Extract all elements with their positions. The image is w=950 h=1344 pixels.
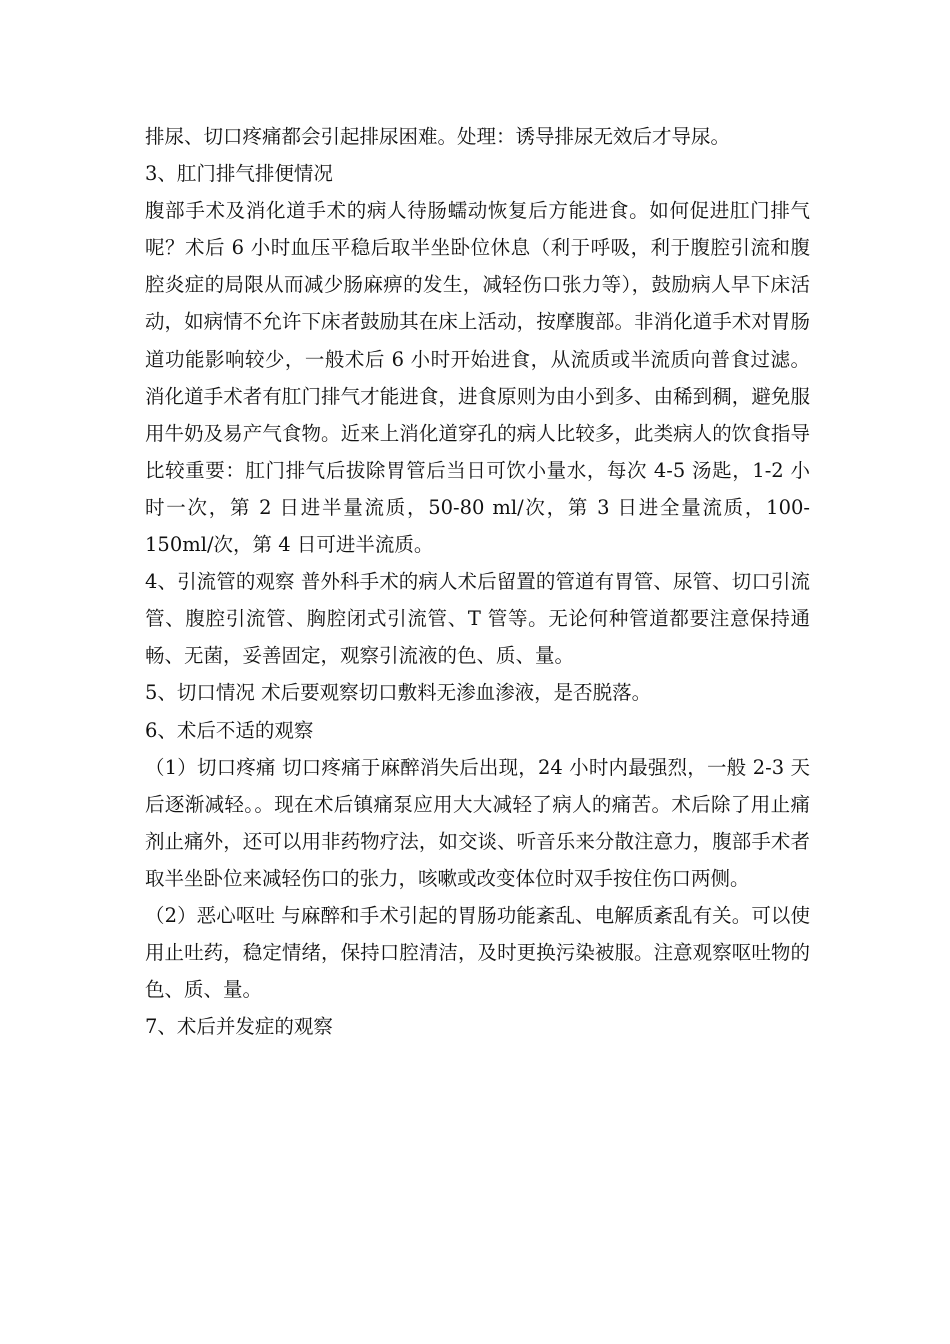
paragraph-incision: 5、切口情况 术后要观察切口敷料无渗血渗液，是否脱落。 [145, 681, 652, 705]
heading-anal-exhaust: 3、肛门排气排便情况 [145, 162, 333, 186]
heading-postop-discomfort: 6、术后不适的观察 [145, 718, 314, 742]
paragraph-urination-difficulty: 排尿、切口疼痛都会引起排尿困难。处理：诱导排尿无效后才导尿。 [145, 125, 731, 148]
paragraph-nausea-vomiting: （2）恶心呕吐 与麻醉和手术引起的胃肠功能紊乱、电解质紊乱有关。可以使用止吐药，稳定情绪，保持口腔清洁，及时更换污染被服。注意观察呕吐物的色、质、量。 [145, 903, 810, 1002]
paragraph-incision-pain: （1）切口疼痛 切口疼痛于麻醉消失后出现，24 小时内最强烈，一般 2-3 天后逐渐减轻。。现在术后镇痛泵应用大大减轻了病人的痛苦。术后除了用止痛剂止痛外，还可以用非药物疗法，如交谈、听音乐来分散注意力，腹部手术者取半坐卧位来减轻伤口的张力，咳嗽或改变体位时双手按住伤口两侧。 [145, 755, 810, 890]
paragraph-diet-guidance: 腹部手术及消化道手术的病人待肠蠕动恢复后方能进食。如何促进肛门排气呢？术后 6 小时血压平稳后取半坐卧位休息（利于呼吸，利于腹腔引流和腹腔炎症的局限从而减少肠麻痹的发生，减轻伤口张力等），鼓励病人早下床活动，如病情不允许下床者鼓励其在床上活动，按摩腹部。非消化道手术对胃肠道功能影响较少，一般术后 6 小时开始进食，从流质或半流质向普食过滤。消化道手术者有肛门排气才能进食，进食原则为由小到多、由稀到稠，避免服用牛奶及易产气食物。近来上消化道穿孔的病人比较多，此类病人的饮食指导比较重要：肛门排气后拔除胃管后当日可饮小量水，每次 4-5 汤匙，1-2 小时一次，第 2 日进半量流质，50-80 ml/次，第 3 日进全量流质，100-150ml/次，第 4 日可进半流质。 [145, 199, 810, 557]
paragraph-drainage-tube: 4、引流管的观察 普外科手术的病人术后留置的管道有胃管、尿管、切口引流管、腹腔引流管、胸腔闭式引流管、T 管等。无论何种管道都要注意保持通畅、无菌，妥善固定，观察引流液的色、质、量。 [145, 570, 810, 668]
heading-complications: 7、术后并发症的观察 [145, 1015, 333, 1039]
body-text [145, 118, 810, 1045]
